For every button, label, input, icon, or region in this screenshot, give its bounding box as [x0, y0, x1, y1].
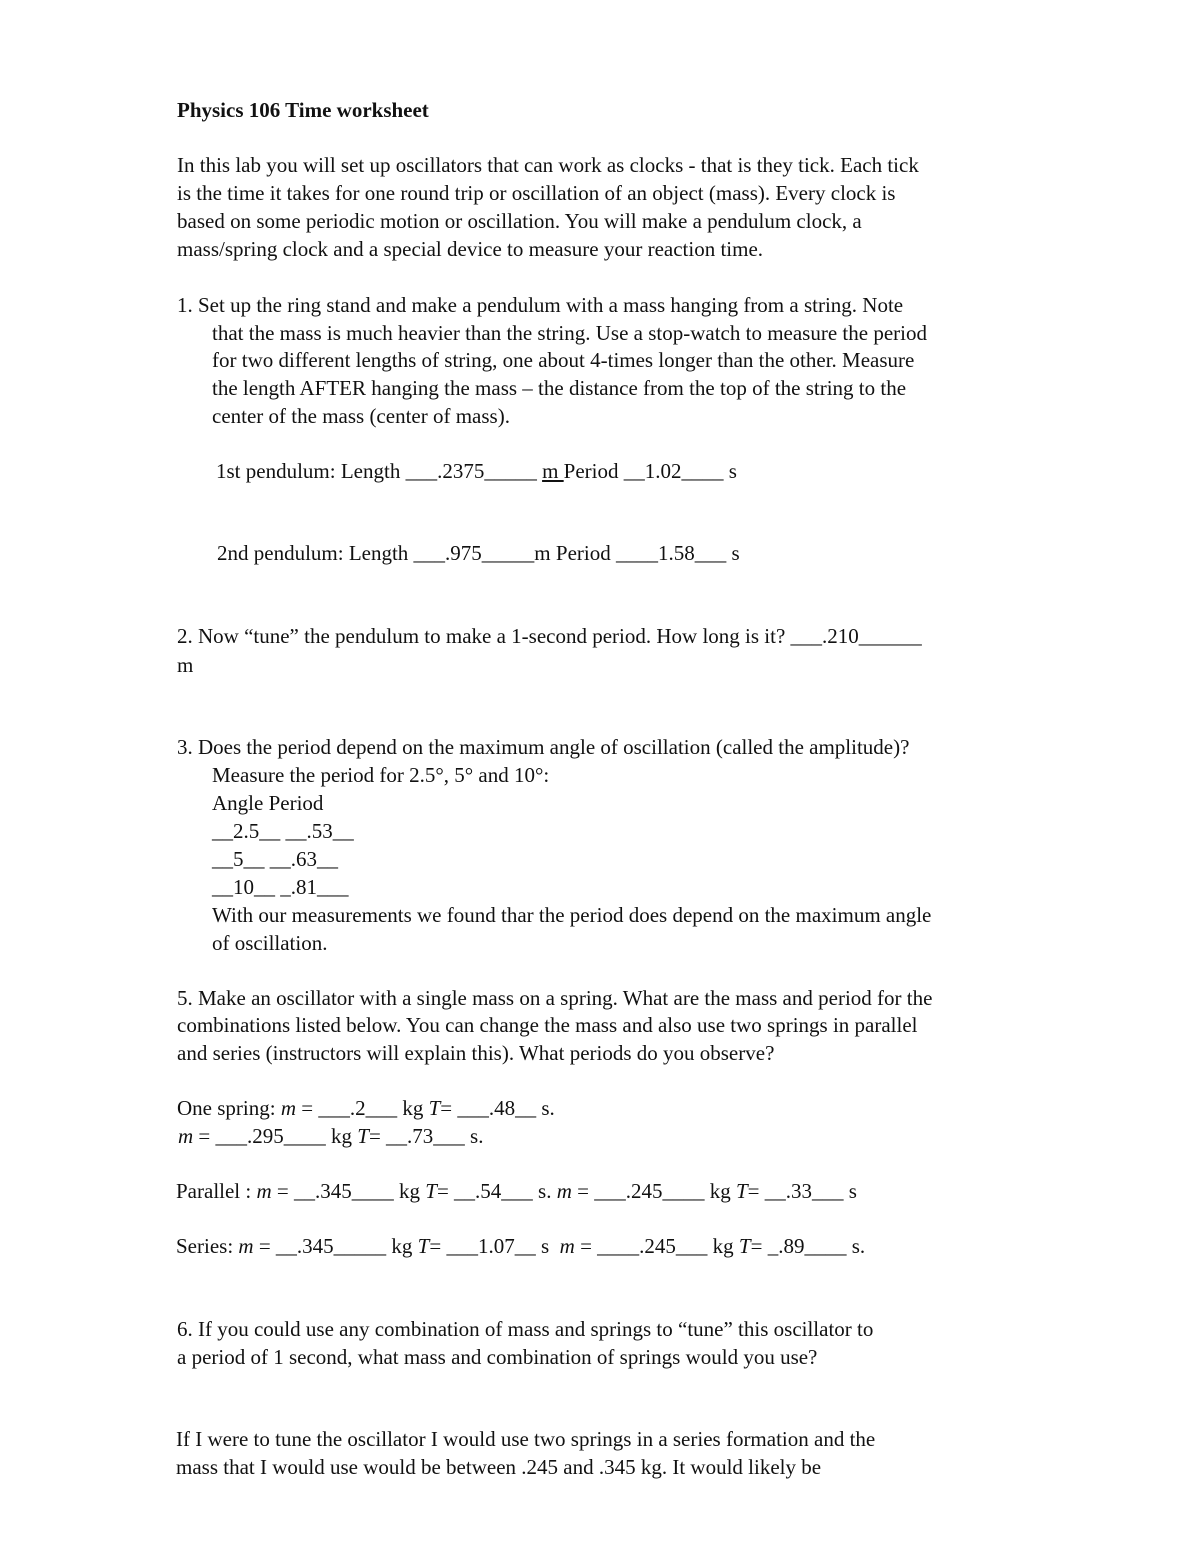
pendulum-1-answer [216, 457, 737, 485]
mass-value: ___.245____ [594, 1179, 705, 1203]
q5-line: combinations listed below. You can change the mass and also use two springs in parallel [177, 1013, 918, 1037]
q6-answer: mass that I would use would be between .245 and .345 kg. It would likely be [176, 1455, 822, 1479]
q2-line: 2. Now “tune” the pendulum to make a 1-second period. How long is it? ___.210______ [177, 624, 922, 648]
angle-table-header: Angle Period [212, 791, 324, 815]
parallel-row: Parallel : m = __.345____ kg T= __.54___ s. m = ___.245____ kg T= __.33___ s [176, 1179, 857, 1203]
mass-value: ___.295____ [215, 1124, 326, 1148]
angle-table-row: __10__ _.81___ [212, 875, 349, 899]
mass-value: __.345____ [294, 1179, 394, 1203]
q1-line: center of the mass (center of mass). [212, 404, 510, 428]
pendulum-1-length: 1st pendulum: Length ___.2375_____ [216, 459, 543, 483]
period-value: _.89____ [767, 1234, 847, 1258]
pendulum-2-answer: 2nd pendulum: Length ___.975_____m Period ____1.58___ s [217, 541, 740, 565]
q3-conclusion: With our measurements we found thar the period does depend on the maximum angle [212, 903, 932, 927]
period-value: __.54___ [454, 1179, 533, 1203]
q6-line: 6. If you could use any combination of mass and springs to “tune” this oscillator to [177, 1317, 874, 1341]
intro-line: In this lab you will set up oscillators that can work as clocks - that is they tick. Each tick [177, 153, 919, 177]
page-title: Physics 106 Time worksheet [177, 98, 429, 122]
angle-table-row: __5__ __.63__ [212, 847, 338, 871]
period-value: ___.48__ [457, 1096, 537, 1120]
pendulum-1-period: Period __1.02____ s [563, 459, 737, 483]
q5-line: and series (instructors will explain this). What periods do you observe? [177, 1041, 775, 1065]
q5-line: 5. Make an oscillator with a single mass on a spring. What are the mass and period for the [177, 986, 933, 1010]
mass-value: ____.245___ [597, 1234, 708, 1258]
intro-line: mass/spring clock and a special device to measure your reaction time. [177, 237, 764, 261]
intro-line: is the time it takes for one round trip or oscillation of an object (mass). Every clock is [177, 181, 896, 205]
mass-value: ___.2___ [318, 1096, 398, 1120]
angle-table-row: __2.5__ __.53__ [212, 819, 354, 843]
series-row: Series: m = __.345_____ kg T= ___1.07__ s m = ____.245___ kg T= _.89____ s. [176, 1234, 866, 1258]
q1-line: 1. Set up the ring stand and make a pendulum with a mass hanging from a string. Note [177, 293, 904, 317]
q1-line: for two different lengths of string, one about 4-times longer than the other. Measure [212, 348, 915, 372]
q2-unit: m [177, 653, 194, 677]
intro-line: based on some periodic motion or oscillation. You will make a pendulum clock, a [177, 209, 862, 233]
q1-line: the length AFTER hanging the mass – the distance from the top of the string to the [212, 376, 907, 400]
q3-line: Measure the period for 2.5°, 5° and 10°: [212, 763, 550, 787]
one-spring-row-b: m = ___.295____ kg T= __.73___ s. [178, 1124, 484, 1148]
pendulum-1-unit: m [542, 459, 564, 483]
period-value: __.73___ [386, 1124, 465, 1148]
q3-conclusion: of oscillation. [212, 931, 328, 955]
period-value: ___1.07__ [446, 1234, 536, 1258]
q6-answer: If I were to tune the oscillator I would use two springs in a series formation and the [176, 1427, 876, 1451]
q1-line: that the mass is much heavier than the string. Use a stop-watch to measure the period [212, 321, 927, 345]
q3-line: 3. Does the period depend on the maximum angle of oscillation (called the amplitude)? [177, 735, 910, 759]
q6-line: a period of 1 second, what mass and combination of springs would you use? [177, 1345, 818, 1369]
one-spring-row-a: One spring: m = ___.2___ kg T= ___.48__ s. [177, 1096, 555, 1120]
mass-value: __.345_____ [275, 1234, 387, 1258]
period-value: __.33___ [764, 1179, 844, 1203]
